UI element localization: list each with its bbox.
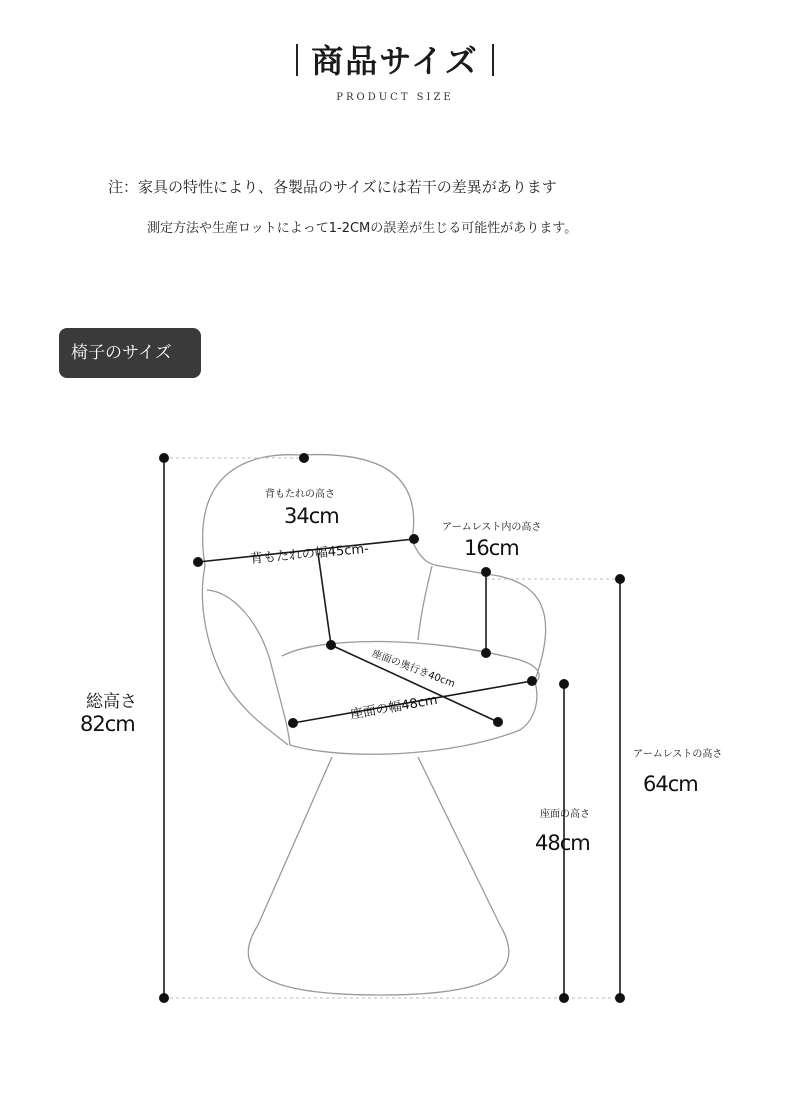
armrest-height-value: 64cm bbox=[643, 772, 698, 796]
dot bbox=[615, 574, 625, 584]
dot bbox=[559, 993, 569, 1003]
total-height-value: 82cm bbox=[80, 712, 135, 736]
seat-height-label: 座面の高さ bbox=[540, 809, 590, 820]
section-tag: 椅子のサイズ bbox=[59, 328, 201, 378]
guide-lines bbox=[164, 458, 620, 998]
backrest-width-label: 背もたれの幅45cm- bbox=[249, 541, 370, 567]
dot bbox=[493, 717, 503, 727]
dot bbox=[559, 679, 569, 689]
dot bbox=[159, 993, 169, 1003]
armrest-inner-height-label: アームレスト内の高さ bbox=[442, 522, 542, 533]
dot bbox=[288, 718, 298, 728]
measure-dots bbox=[159, 453, 625, 1003]
chair-left-armrest bbox=[207, 590, 290, 745]
note-line-2: 測定方法や生産ロットによって1-2CMの誤差が生じる可能性があります。 bbox=[147, 221, 578, 236]
page-subtitle: PRODUCT SIZE bbox=[336, 92, 454, 103]
dot bbox=[299, 453, 309, 463]
armrest-inner-height-value: 16cm bbox=[464, 536, 519, 560]
seat-height-value: 48cm bbox=[535, 831, 590, 855]
note-line-1: 注：家具の特性により、各製品のサイズには若干の差異があります bbox=[108, 178, 557, 196]
chair-right-arm-inner bbox=[418, 566, 432, 640]
dot bbox=[481, 567, 491, 577]
backrest-height-label: 背もたれの高さ bbox=[265, 489, 335, 500]
measure-lines bbox=[164, 458, 620, 998]
dot bbox=[326, 640, 336, 650]
armrest-height-label: アームレストの高さ bbox=[633, 749, 723, 760]
title-text: 商品サイズ bbox=[311, 42, 479, 80]
dot bbox=[193, 557, 203, 567]
dot bbox=[159, 453, 169, 463]
dot bbox=[409, 534, 419, 544]
total-height-label: 総高さ bbox=[86, 692, 137, 712]
dot bbox=[527, 676, 537, 686]
seat-width-label: 座面の幅48cm bbox=[349, 692, 439, 723]
backrest-height-value: 34cm bbox=[284, 504, 339, 528]
dot bbox=[615, 993, 625, 1003]
dot bbox=[481, 648, 491, 658]
measure-backrest-height bbox=[318, 553, 331, 645]
seat-depth-label: 座面の奥行き40cm bbox=[370, 648, 457, 691]
chair-base bbox=[248, 757, 509, 995]
chair-left-side bbox=[202, 566, 288, 745]
